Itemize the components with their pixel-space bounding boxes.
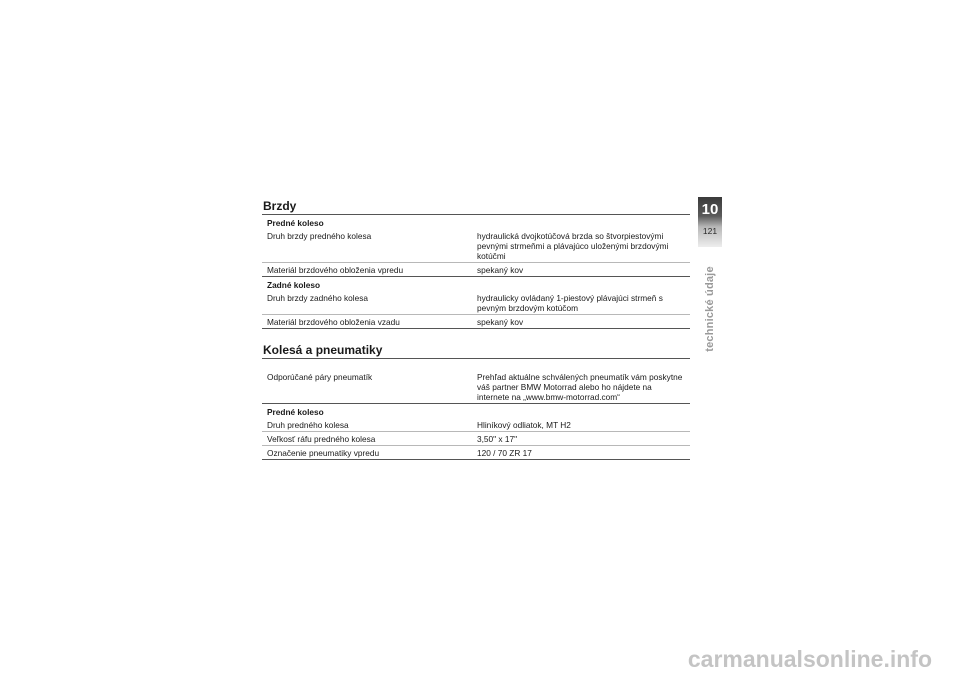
spec-value: 3,50" x 17" — [477, 434, 518, 444]
chapter-number: 10 — [701, 201, 719, 218]
spec-label: Materiál brzdového obloženia vpredu — [267, 265, 404, 275]
spec-label: Veľkosť ráfu predného kolesa — [267, 434, 376, 444]
spec-label: Druh brzdy zadného kolesa — [267, 293, 369, 303]
table-row — [262, 315, 690, 329]
table-row — [262, 432, 690, 446]
spec-value: spekaný kov — [477, 317, 524, 327]
spec-label: Druh predného kolesa — [267, 420, 349, 430]
spec-label: Odporúčané páry pneumatík — [267, 372, 373, 382]
spec-value: Hliníkový odliatok, MT H2 — [477, 420, 571, 430]
spec-value: Prehľad aktuálne schválených pneumatík vám poskytne váš partner BMW Motorrad alebo ho nájdete na internete na „www.bmw-motorrad.com“ — [477, 372, 683, 402]
chapter-label: technické údaje — [704, 266, 716, 352]
spec-value: spekaný kov — [477, 265, 524, 275]
page-content — [262, 198, 690, 460]
table-row — [262, 370, 690, 404]
spec-value: 120 / 70 ZR 17 — [477, 448, 532, 458]
spec-value: hydraulicky ovládaný 1-piestový plávajúci strmeň s pevným brzdovým kotúčom — [477, 293, 663, 313]
spec-label: Označenie pneumatiky vpredu — [267, 448, 380, 458]
table-row — [262, 229, 690, 263]
page-number: 121 — [702, 226, 718, 236]
table-row — [262, 263, 690, 277]
table-row — [262, 291, 690, 315]
chapter-tab — [698, 197, 722, 247]
brakes-title: Brzdy — [262, 198, 690, 215]
wheels-front-heading: Predné koleso — [267, 407, 324, 417]
brakes-rear-heading: Zadné koleso — [267, 280, 321, 290]
spec-value: hydraulická dvojkotúčová brzda so štvorpiestovými pevnými strmeňmi a plávajúco uloženými brzdovými kotúčmi — [477, 231, 669, 261]
spec-label: Materiál brzdového obloženia vzadu — [267, 317, 400, 327]
table-row — [262, 418, 690, 432]
brakes-front-heading: Predné koleso — [267, 218, 324, 228]
spacer — [262, 359, 690, 370]
table-row — [262, 446, 690, 460]
watermark: carmanualsonline.info — [687, 646, 932, 672]
spec-label: Druh brzdy predného kolesa — [267, 231, 372, 241]
wheels-title: Kolesá a pneumatiky — [262, 342, 690, 359]
